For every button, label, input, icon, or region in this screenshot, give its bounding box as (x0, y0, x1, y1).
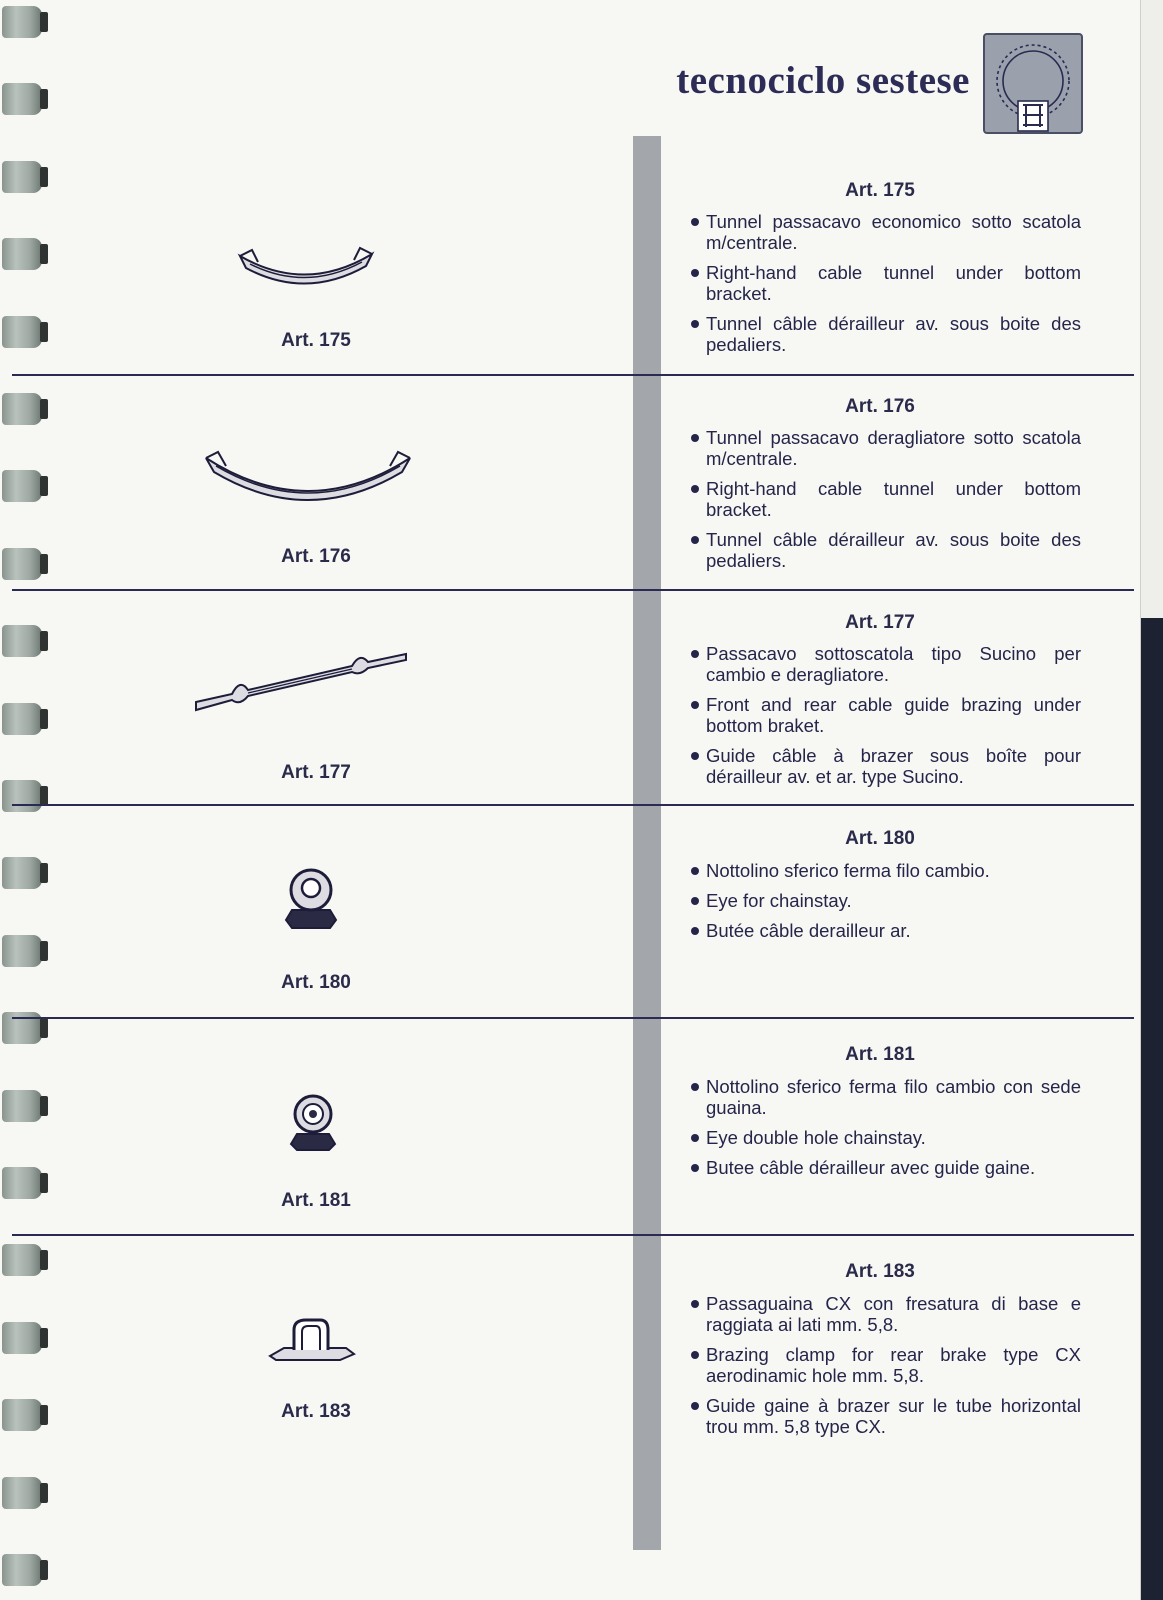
section-rule (12, 1017, 1134, 1019)
description-english: Eye for chainstay. (706, 890, 1081, 911)
article-title: Art. 181 (845, 1044, 915, 1065)
description-italian: Nottolino sferico ferma filo cambio con sede guaina. (706, 1076, 1081, 1118)
binding-ring (2, 548, 42, 580)
cable-guide-177-illustration (192, 644, 410, 718)
cable-tunnel-176-illustration (200, 448, 416, 512)
article-title: Art. 176 (845, 396, 915, 417)
description-french: Tunnel câble dérailleur av. sous boite des pedaliers. (706, 529, 1081, 571)
binding-ring (2, 780, 42, 812)
binding-ring (2, 1090, 42, 1122)
article-label: Art. 180 (281, 972, 351, 993)
binding-ring (2, 1322, 42, 1354)
description-french: Guide câble à brazer sous boîte pour dérailleur av. et ar. type Sucino. (706, 745, 1081, 787)
article-label: Art. 176 (281, 546, 351, 567)
description-italian: Nottolino sferico ferma filo cambio. (706, 860, 1081, 881)
article-label: Art. 177 (281, 762, 351, 783)
article-description-list (706, 1076, 1081, 1187)
binding-ring (2, 470, 42, 502)
chainstay-eye-180-illustration (282, 866, 340, 932)
article-description-list (706, 427, 1081, 580)
article-label: Art. 175 (281, 330, 351, 351)
article-title: Art. 175 (845, 180, 915, 201)
article-description-list (706, 643, 1081, 796)
article-label: Art. 183 (281, 1401, 351, 1422)
chainring-logo-icon (985, 35, 1081, 132)
article-title: Art. 177 (845, 612, 915, 633)
article-title: Art. 183 (845, 1261, 915, 1282)
description-french: Guide gaine à brazer sur le tube horizontal trou mm. 5,8 type CX. (706, 1395, 1081, 1437)
description-italian: Passaguaina CX con fresatura di base e raggiata ai lati mm. 5,8. (706, 1293, 1081, 1335)
section-rule (12, 374, 1134, 376)
section-rule (12, 804, 1134, 806)
description-french: Tunnel câble dérailleur av. sous boite des pedaliers. (706, 313, 1081, 355)
brand-logo (983, 33, 1083, 134)
section-rule (12, 1234, 1134, 1236)
article-description-list (706, 211, 1081, 364)
chainstay-eye-181-illustration (289, 1092, 337, 1152)
binding-ring (2, 83, 42, 115)
cable-tunnel-175-illustration (236, 244, 376, 296)
article-description-list (706, 1293, 1081, 1446)
binding-ring (2, 238, 42, 270)
article-title: Art. 180 (845, 828, 915, 849)
description-english: Right-hand cable tunnel under bottom bracket. (706, 478, 1081, 520)
description-english: Front and rear cable guide brazing under bottom braket. (706, 694, 1081, 736)
brand-title: tecnociclo sestese (676, 59, 970, 102)
binding-ring (2, 161, 42, 193)
article-label: Art. 181 (281, 1190, 351, 1211)
description-italian: Passacavo sottoscatola tipo Sucino per cambio e deragliatore. (706, 643, 1081, 685)
binding-ring (2, 935, 42, 967)
binding-ring (2, 625, 42, 657)
section-rule (12, 589, 1134, 591)
description-english: Eye double hole chainstay. (706, 1127, 1081, 1148)
article-description-list (706, 860, 1081, 950)
description-italian: Tunnel passacavo economico sotto scatola m/centrale. (706, 211, 1081, 253)
binding-ring (2, 1399, 42, 1431)
binding-ring (2, 703, 42, 735)
binding-ring (2, 393, 42, 425)
description-english: Brazing clamp for rear brake type CX aerodinamic hole mm. 5,8. (706, 1344, 1081, 1386)
binding-ring (2, 316, 42, 348)
binding-ring (2, 1167, 42, 1199)
brazing-clamp-183-illustration (268, 1316, 356, 1362)
binding-ring (2, 1244, 42, 1276)
binding-ring (2, 857, 42, 889)
description-french: Butee câble dérailleur avec guide gaine. (706, 1157, 1081, 1178)
binding-ring (2, 1554, 42, 1586)
description-english: Right-hand cable tunnel under bottom bracket. (706, 262, 1081, 304)
section-tab (1141, 618, 1163, 1600)
column-divider-bar (633, 136, 661, 1550)
binding-ring (2, 6, 42, 38)
binding-ring (2, 1477, 42, 1509)
description-italian: Tunnel passacavo deragliatore sotto scatola m/centrale. (706, 427, 1081, 469)
description-french: Butée câble derailleur ar. (706, 920, 1081, 941)
spiral-binding (0, 0, 48, 1600)
